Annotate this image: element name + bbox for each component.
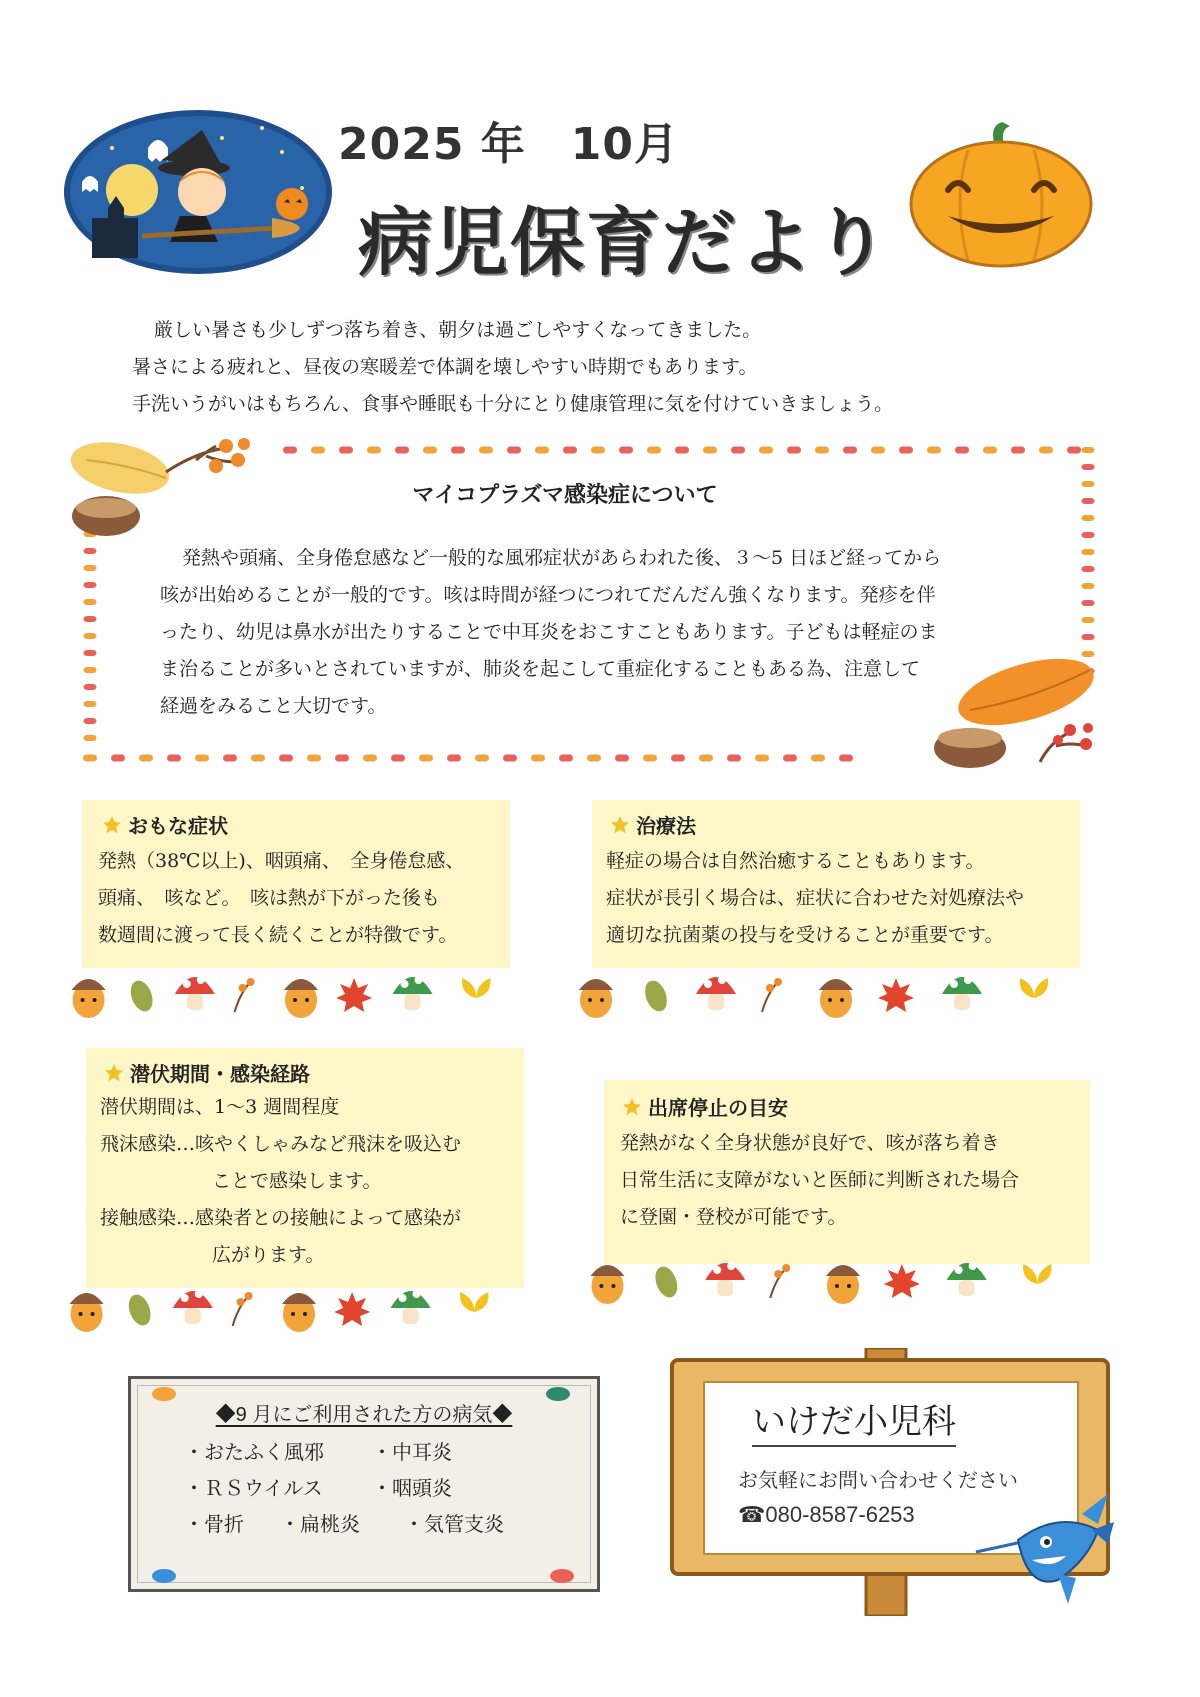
autumn-decoration-row <box>60 1270 538 1340</box>
maple-leaf-icon <box>884 1264 920 1298</box>
berry-branch-icon <box>235 978 255 1012</box>
illness-item: ・気管支炎 <box>404 1514 504 1536</box>
attendance-title: 出席停止の目安 <box>648 1096 788 1120</box>
star-icon <box>104 1063 124 1083</box>
incubation-box <box>86 1048 524 1288</box>
frame-dash <box>1082 498 1095 504</box>
intro-line: 手洗いうがいはもちろん、食事や睡眠も十分にとり健康管理に気を付けていきましょう。 <box>132 393 894 415</box>
illness-list-title <box>128 1398 600 1427</box>
frame-dash <box>84 599 97 605</box>
treatment-line: 症状が長引く場合は、症状に合わせた対処療法や <box>606 887 1025 909</box>
jack-o-lantern-icon <box>908 120 1094 268</box>
treatment-line: 適切な抗菌薬の投与を受けることが重要です。 <box>606 924 1004 946</box>
frame-dash <box>1082 634 1095 640</box>
frame-dash <box>84 616 97 622</box>
frame-dash <box>587 755 601 762</box>
maple-leaf-icon <box>334 1292 370 1326</box>
treatment-title: 治療法 <box>636 814 696 838</box>
acorn-icon <box>819 979 853 1018</box>
acorn-icon <box>826 1265 860 1304</box>
frame-dash <box>507 447 521 454</box>
frame-dash <box>1082 617 1095 623</box>
frame-dash <box>279 755 293 762</box>
clinic-contact-note: お気軽にお問い合わせください <box>738 1470 1018 1492</box>
treatment-text <box>592 839 1080 954</box>
frame-dash <box>111 755 125 762</box>
mushroom-icon <box>175 976 215 1010</box>
mushroom-icon <box>696 976 736 1010</box>
frame-dash <box>307 755 321 762</box>
frame-dash <box>787 447 801 454</box>
frame-dash <box>84 565 97 571</box>
frame-dash <box>1082 447 1095 453</box>
mushroom-icon <box>947 1262 987 1296</box>
frame-dash <box>815 447 829 454</box>
frame-dash <box>395 447 409 454</box>
frame-dash <box>419 755 433 762</box>
frame-dash <box>535 447 549 454</box>
acorn-icon <box>579 979 613 1018</box>
illness-item: ・ＲＳウイルス <box>184 1478 323 1500</box>
incubation-line: 広がります。 <box>212 1244 325 1266</box>
symptoms-box <box>82 800 510 968</box>
frame-dash <box>619 447 633 454</box>
frame-dash <box>503 755 517 762</box>
acorn-icon <box>284 979 318 1018</box>
frame-dash <box>311 447 325 454</box>
frame-dash <box>1082 464 1095 470</box>
frame-dash <box>251 755 265 762</box>
mushroom-icon <box>173 1290 213 1324</box>
frame-dash <box>84 718 97 724</box>
feature-line: ったり、幼児は鼻水が出たりすることで中耳炎をおこすこともあります。子どもは軽症のま <box>160 621 938 643</box>
clinic-phone[interactable]: ☎080-8587-6253 <box>738 1502 915 1527</box>
symptoms-heading <box>82 800 510 839</box>
swordfish-mascot-icon <box>972 1490 1116 1608</box>
frame-dash <box>559 755 573 762</box>
symptoms-line: 数週間に渡って長く続くことが特徴です。 <box>98 924 458 946</box>
frame-dash <box>1039 447 1053 454</box>
illness-item: ・咽頭炎 <box>372 1478 452 1500</box>
frame-dash <box>647 447 661 454</box>
berry-branch-icon <box>233 1292 253 1326</box>
frame-dash <box>1082 549 1095 555</box>
incubation-line: 潜伏期間は、1～3 週間程度 <box>100 1096 340 1118</box>
frame-dash <box>811 755 825 762</box>
feature-body <box>160 540 1040 725</box>
frame-dash <box>1082 532 1095 538</box>
incubation-title: 潜伏期間・感染経路 <box>130 1062 310 1086</box>
autumn-decoration-row <box>62 956 540 1026</box>
star-icon <box>610 815 630 835</box>
attendance-line: 発熱がなく全身状態が良好で、咳が落ち着き <box>620 1132 1000 1154</box>
frame-dash <box>195 755 209 762</box>
frame-dash <box>783 755 797 762</box>
leaf-icon <box>651 1264 681 1301</box>
illness-item: ・骨折 <box>184 1514 244 1536</box>
frame-dash <box>84 582 97 588</box>
leaf-icon <box>125 1292 155 1329</box>
star-icon <box>622 1097 642 1117</box>
attendance-line: 日常生活に支障がないと医師に判断された場合 <box>620 1169 1020 1191</box>
attendance-line: に登園・登校が可能です。 <box>620 1206 847 1228</box>
leaf-icon <box>127 978 157 1015</box>
acorn-icon <box>282 1293 316 1332</box>
frame-dash <box>84 701 97 707</box>
treatment-line: 軽症の場合は自然治癒することもあります。 <box>606 850 985 872</box>
frame-dash <box>675 447 689 454</box>
frame-dash <box>563 447 577 454</box>
frame-dash <box>83 755 97 762</box>
symptoms-title: おもな症状 <box>128 814 228 838</box>
frame-dash <box>955 447 969 454</box>
frame-dash <box>223 755 237 762</box>
mushroom-icon <box>942 976 982 1010</box>
autumn-decoration-row <box>566 956 1106 1026</box>
frame-dash <box>671 755 685 762</box>
symptoms-line: 頭痛、 咳など。 咳は熱が下がった後も <box>98 887 441 909</box>
frame-dash <box>423 447 437 454</box>
berry-branch-icon <box>762 978 782 1012</box>
frame-dash <box>139 755 153 762</box>
frame-dash <box>479 447 493 454</box>
symptoms-line: 発熱（38℃以上)、咽頭痛、 全身倦怠感、 <box>98 850 465 872</box>
incubation-line: ことで感染します。 <box>212 1170 382 1192</box>
attendance-box <box>604 1080 1090 1264</box>
frame-dash <box>451 447 465 454</box>
frame-dash <box>363 755 377 762</box>
berry-branch-icon <box>770 1264 790 1298</box>
frame-dash <box>1082 600 1095 606</box>
intro-text <box>132 312 1052 423</box>
frame-dash <box>703 447 717 454</box>
treatment-box <box>592 800 1080 968</box>
frame-dash <box>615 755 629 762</box>
frame-dash <box>1082 481 1095 487</box>
treatment-heading <box>592 800 1080 839</box>
mushroom-icon <box>391 1290 431 1324</box>
autumn-decoration-row <box>578 1242 1108 1312</box>
frame-dash <box>1082 515 1095 521</box>
incubation-text <box>86 1087 524 1274</box>
frame-dash <box>871 447 885 454</box>
incubation-line: 飛沫感染…咳やくしゃみなど飛沫を吸込む <box>100 1133 462 1155</box>
halloween-witch-illustration <box>62 108 334 276</box>
frame-dash <box>839 755 853 762</box>
frame-dash <box>167 755 181 762</box>
frame-dash <box>699 755 713 762</box>
attendance-text <box>604 1121 1090 1236</box>
frame-dash <box>447 755 461 762</box>
frame-dash <box>643 755 657 762</box>
incubation-line: 接触感染…感染者との接触によって感染が <box>100 1207 462 1229</box>
ginkgo-leaf-icon <box>460 1292 488 1326</box>
ginkgo-leaf-icon <box>1020 978 1048 1012</box>
frame-dash <box>339 447 353 454</box>
mushroom-icon <box>393 976 433 1010</box>
acorn-icon <box>70 1293 104 1332</box>
acorn-icon <box>72 979 106 1018</box>
leaf-icon <box>641 978 671 1015</box>
frame-dash <box>731 447 745 454</box>
frame-dash <box>84 548 97 554</box>
issue-date: 2025 年 10月 <box>338 119 680 170</box>
ginkgo-leaf-icon <box>1023 1264 1051 1298</box>
frame-dash <box>84 650 97 656</box>
frame-dash <box>335 755 349 762</box>
feature-title: マイコプラズマ感染症について <box>412 482 718 508</box>
intro-line: 厳しい暑さも少しずつ落ち着き、朝夕は過ごしやすくなってきました。 <box>154 319 762 341</box>
frame-dash <box>591 447 605 454</box>
frame-dash <box>84 633 97 639</box>
illness-item: ・扁桃炎 <box>280 1514 360 1536</box>
frame-dash <box>283 447 297 454</box>
frame-dash <box>84 735 97 741</box>
intro-line: 暑さによる疲れと、昼夜の寒暖差で体調を壊しやすい時期でもあります。 <box>132 356 758 378</box>
frame-dash <box>84 667 97 673</box>
maple-leaf-icon <box>878 978 914 1012</box>
frame-dash <box>367 447 381 454</box>
feature-line: 経過をみること大切です。 <box>160 695 387 717</box>
frame-dash <box>1082 566 1095 572</box>
clinic-name: いけだ小児科 <box>752 1394 956 1447</box>
newsletter-title: 病児保育だより <box>358 200 890 286</box>
illness-item: ・中耳炎 <box>372 1442 452 1464</box>
incubation-heading <box>86 1048 524 1087</box>
ginkgo-leaf-icon <box>462 978 490 1012</box>
attendance-heading <box>604 1080 1090 1121</box>
feature-line: 発熱や頭痛、全身倦怠感など一般的な風邪症状があらわれた後、３～5 日ほど経ってから <box>182 547 942 569</box>
frame-dash <box>927 447 941 454</box>
frame-dash <box>475 755 489 762</box>
symptoms-text <box>82 839 510 954</box>
feature-line: 咳が出始めることが一般的です。咳は時間が経つにつれてだんだん強くなります。発疹を伴 <box>160 584 936 606</box>
frame-dash <box>391 755 405 762</box>
frame-dash <box>759 447 773 454</box>
maple-leaf-icon <box>336 978 372 1012</box>
frame-dash <box>1011 447 1025 454</box>
frame-dash <box>843 447 857 454</box>
frame-dash <box>727 755 741 762</box>
acorn-icon <box>590 1265 624 1304</box>
illness-item: ・おたふく風邪 <box>184 1442 324 1464</box>
frame-dash <box>1082 583 1095 589</box>
mushroom-icon <box>705 1262 745 1296</box>
frame-dash <box>899 447 913 454</box>
illness-list-title-text: ◆9 月にご利用された方の病気◆ <box>215 1404 513 1426</box>
frame-dash <box>84 684 97 690</box>
frame-dash <box>531 755 545 762</box>
feature-line: ま治ることが多いとされていますが、肺炎を起こして重症化することもある為、注意して <box>160 658 921 680</box>
frame-dash <box>983 447 997 454</box>
frame-dash <box>1067 447 1081 454</box>
star-icon <box>102 815 122 835</box>
frame-dash <box>755 755 769 762</box>
